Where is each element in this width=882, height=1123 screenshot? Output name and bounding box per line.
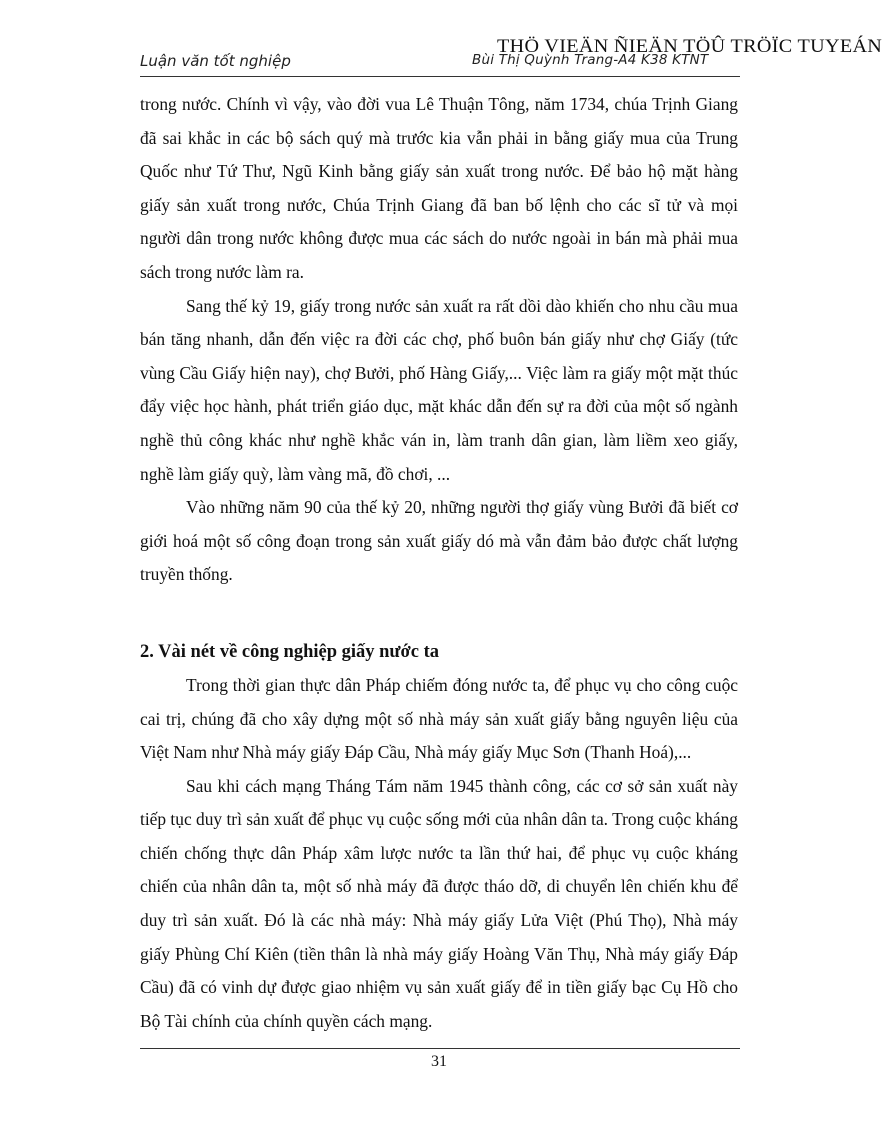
watermark-text: THÖ VIEÄN ÑIEÄN TÖÛ TRÖÏC TUYEÁN <box>497 36 882 57</box>
header-divider <box>140 76 740 77</box>
page-body <box>140 88 738 1038</box>
footer-divider <box>140 1048 740 1049</box>
paragraph-3: Vào những năm 90 của thế kỷ 20, những người thợ giấy vùng Bưởi đã biết cơ giới hoá một số công đoạn trong sản xuất giấy dó mà vẫn đảm bảo được chất lượng truyền thống. <box>140 497 738 585</box>
header-thesis-label: Luận văn tốt nghiệp <box>140 52 291 70</box>
header-author: Bùi Thị Quỳnh Trang-A4 K38 KTNT <box>472 52 709 68</box>
paragraph-1: trong nước. Chính vì vậy, vào đời vua Lê Thuận Tông, năm 1734, chúa Trịnh Giang đã sai khắc in các bộ sách quý mà trước kia vẫn phải in bằng giấy mua của Trung Quốc như Tứ Thư, Ngũ Kinh bằng giấy sản xuất trong nước. Để bảo hộ mặt hàng giấy sản xuất trong nước, Chúa Trịnh Giang đã ban bố lệnh cho các sĩ tử và mọi người dân trong nước không được mua các sách do nước ngoài in bán mà phải mua sách trong nước làm ra. <box>140 94 738 282</box>
paragraph-2: Sang thế kỷ 19, giấy trong nước sản xuất ra rất dồi dào khiến cho nhu cầu mua bán tăng nhanh, dẫn đến việc ra đời các chợ, phố buôn bán giấy như chợ Giấy (tức vùng Cầu Giấy hiện nay), chợ Bưởi, phố Hàng Giấy,... Việc làm ra giấy một mặt thúc đẩy việc học hành, phát triển giáo dục, mặt khác dẫn đến sự ra đời của một số ngành nghề thủ công khác như nghề khắc ván in, làm tranh dân gian, làm liềm xeo giấy, nghề làm giấy quỳ, làm vàng mã, đồ chơi, ... <box>140 295 738 484</box>
section-heading: 2. Vài nét về công nghiệp giấy nước ta <box>140 641 440 662</box>
paragraph-4: Trong thời gian thực dân Pháp chiếm đóng nước ta, để phục vụ cho công cuộc cai trị, chúng đã cho xây dựng một số nhà máy sản xuất giấy bằng nguyên liệu của Việt Nam như Nhà máy giấy Đáp Cầu, Nhà máy giấy Mục Sơn (Thanh Hoá),... <box>140 674 738 763</box>
paragraph-5: Sau khi cách mạng Tháng Tám năm 1945 thành công, các cơ sở sản xuất này tiếp tục duy trì sản xuất để phục vụ cuộc sống mới của nhân dân ta. Trong cuộc kháng chiến chống thực dân Pháp xâm lược nước ta lần thứ hai, để phục vụ cuộc kháng chiến của nhân dân ta, một số nhà máy đã được tháo dỡ, di chuyển lên chiến khu để duy trì sản xuất. Đó là các nhà máy: Nhà máy giấy Lửa Việt (Phú Thọ), Nhà máy giấy Phùng Chí Kiên (tiền thân là nhà máy giấy Hoàng Văn Thụ, Nhà máy giấy Đáp Cầu) đã có vinh dự được giao nhiệm vụ sản xuất giấy để in tiền giấy bạc Cụ Hồ cho Bộ Tài chính của chính quyền cách mạng. <box>140 775 738 1031</box>
page-number: 31 <box>431 1053 447 1070</box>
